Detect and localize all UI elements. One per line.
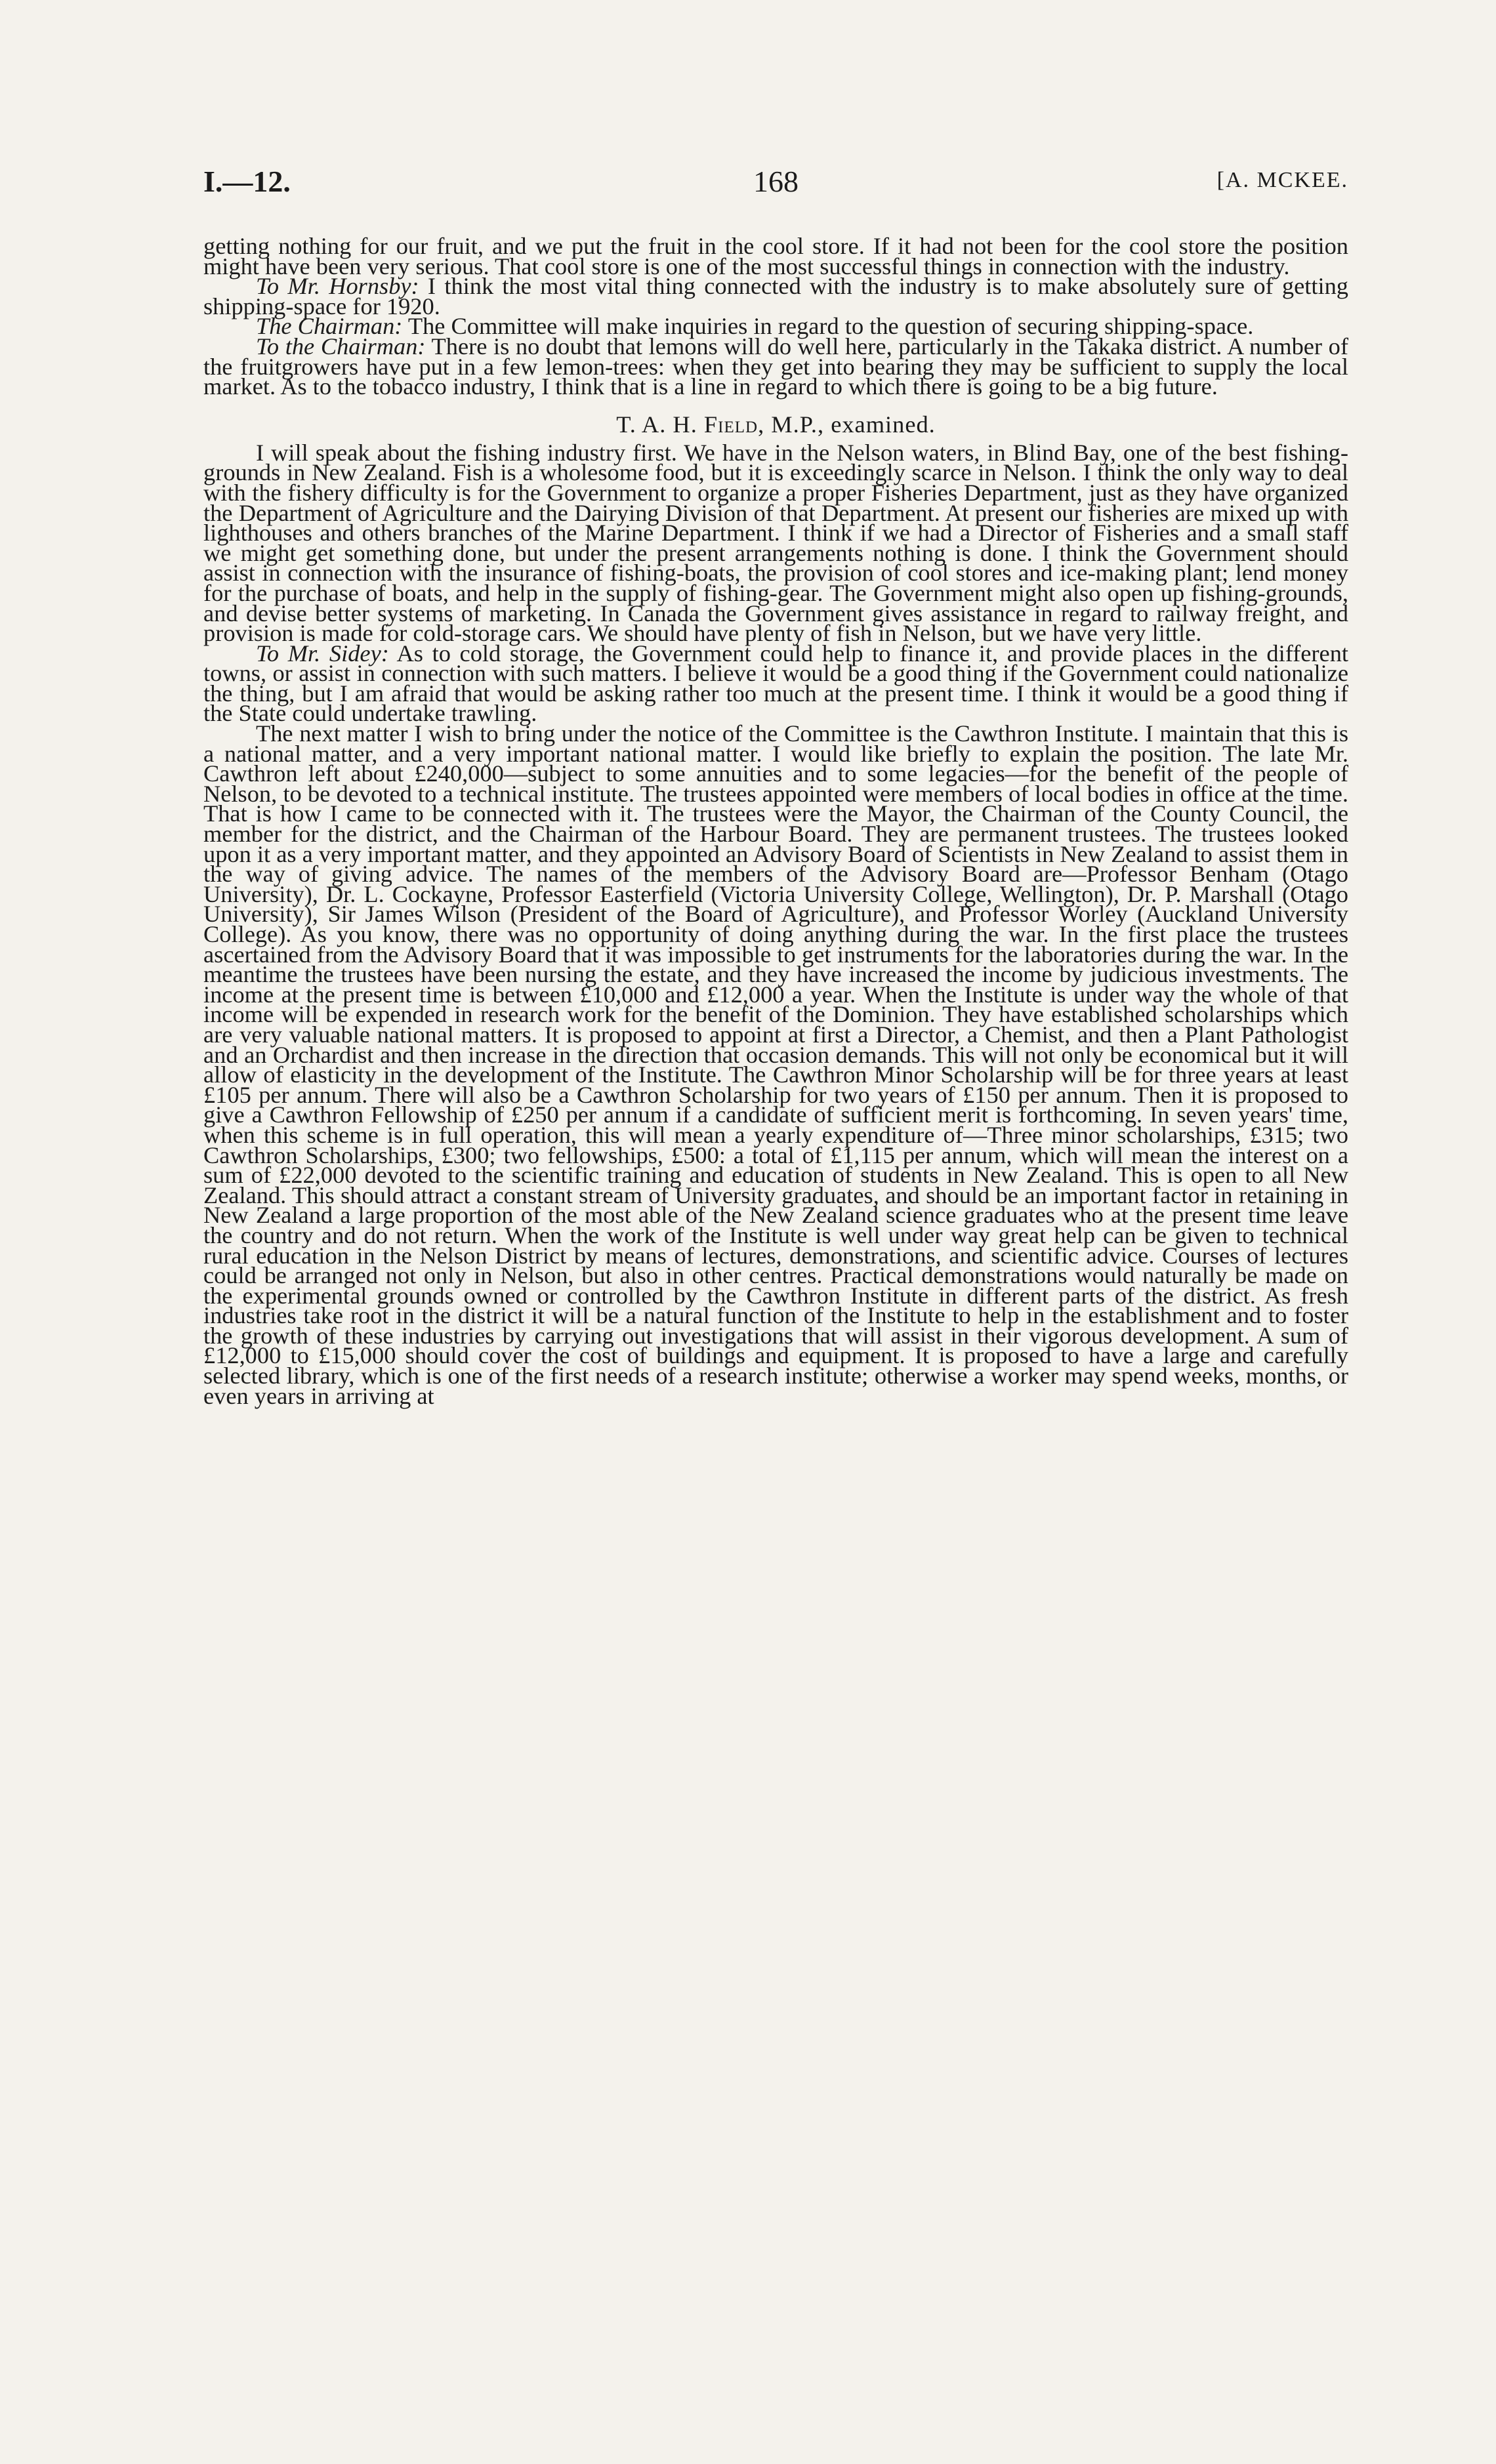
witness-name: [A. MCKEE. — [1216, 168, 1348, 192]
speaker-label: The Chairman: — [256, 313, 403, 340]
paragraph — [203, 273, 1348, 319]
paragraph: I will speak about the fishing industry first. We have in the Nelson waters, in Blind Bay, one of the best fishing-grounds in New Zealand. Fish is a wholesome food, but it is exceedingly scarce in Nelson. I think the only way to deal with the fishery difficulty is for the Government to organize a proper Fisheries Department, just as they have organized the Department of Agriculture and the Dairying Division of that Department. At present our fisheries are mixed up with lighthouses and others branches of the Marine Department. I think if we had a Director of Fisheries and a small staff we might get something done, but under the present arrangements nothing is done. I think the Government should assist in connection with the insurance of fishing-boats, the provision of cool stores and ice-making plant; lend money for the purchase of boats, and help in the supply of fishing-gear. The Government might also open up fishing-grounds, and devise better systems of marketing. In Canada the Government gives assistance in regard to railway freight, and provision is made for cold-storage cars. We should have plenty of fish in Nelson, but we have very little. — [203, 439, 1348, 647]
page-header — [203, 164, 1348, 210]
document-page — [203, 164, 1348, 1409]
section-heading: T. A. H. Field, M.P., examined. — [616, 411, 936, 438]
speaker-label: To Mr. Hornsby: — [256, 273, 419, 300]
series-number: I.—12. — [203, 165, 291, 198]
paragraph-text: The Committee will make inquiries in regard to the question of securing shipping-space. — [402, 313, 1254, 340]
speaker-label: To the Chairman: — [256, 333, 426, 359]
paragraph-text: I think the most vital thing connected with the industry is to make absolutely sure of getting shipping-space for 1920. — [203, 273, 1348, 319]
paragraph: The next matter I wish to bring under the notice of the Committee is the Cawthron Institute. I maintain that this is a national matter, and a very important national matter. I would like briefly to explain the position. The late Mr. Cawthron left about £240,000—subject to some annuities and to some legacies—for the benefit of the people of Nelson, to be devoted to a technical institute. The trustees appointed were members of local bodies in office at the time. That is how I came to be connected with it. The trustees were the Mayor, the Chairman of the County Council, the member for the district, and the Chairman of the Harbour Board. They are permanent trustees. The trustees looked upon it as a very important matter, and they appointed an Advisory Board of Scientists in New Zealand to assist them in the way of giving advice. The names of the members of the Advisory Board are—Professor Benham (Otago University), Dr. L. Cockayne, Professor Easterfield (Victoria University College, Wellington), Dr. P. Marshall (Otago University), Sir James Wilson (President of the Board of Agriculture), and Professor Worley (Auckland University College). As you know, there was no opportunity of doing anything during the war. In the first place the trustees ascertained from the Advisory Board that it was impossible to get instruments for the laboratories during the war. In the meantime the trustees have been nursing the estate, and they have increased the income by judicious investments. The income at the present time is between £10,000 and £12,000 a year. When the Institute is under way the whole of that income will be expended in research work for the benefit of the Dominion. They have established scholarships which are very valuable national matters. It is proposed to appoint at first a Director, a Chemist, and then a Plant Pathologist and an Orchardist and then increase in the direction that occasion demands. This will not only be economical but it will allow of elasticity in the development of the Institute. The Cawthron Minor Scholarship will be for three years at least £105 per annum. There will also be a Cawthron Scholarship for two years of £150 per annum. Then it is proposed to give a Cawthron Fellowship of £250 per annum if a candidate of sufficient merit is forthcoming. In seven years' time, when this scheme is in full operation, this will mean a yearly expenditure of—Three minor scholarships, £315; two Cawthron Scholarships, £300; two fellowships, £500: a total of £1,115 per annum, which will mean the interest on a sum of £22,000 devoted to the scientific training and education of students in New Zealand. This is open to all New Zealand. This should attract a constant stream of University graduates, and should be an important factor in retaining in New Zealand a large proportion of the most able of the New Zealand science graduates who at the present time leave the country and do not return. When the work of the Institute is well under way great help can be given to technical rural education in the Nelson District by means of lectures, demonstrations, and scientific advice. Courses of lectures could be arranged not only in Nelson, but also in other centres. Practical demonstrations would naturally be made on the experimental grounds owned or controlled by the Cawthron Institute in different parts of the district. As fresh industries take root in the district it will be a natural function of the Institute to help in the establishment and to foster the growth of these industries by carrying out investigations that will assist in their vigorous development. A sum of £12,000 to £15,000 should cover the cost of buildings and equipment. It is proposed to have a large and carefully selected library, which is one of the first needs of a research institute; otherwise a worker may spend weeks, months, or even years in arriving at — [203, 720, 1348, 1409]
page-number: 168 — [753, 165, 799, 198]
body-text — [203, 233, 1348, 1409]
paragraph — [203, 333, 1348, 400]
paragraph: getting nothing for our fruit, and we put the fruit in the cool store. If it had not been for the cool store the position might have been very serious. That cool store is one of the most successful things in connection with the industry. — [203, 233, 1348, 279]
paragraph-text: As to cold storage, the Government could help to finance it, and provide places in the different towns, or assist in connection with such matters. I believe it would be a good thing if the Government could nationalize the thing, but I am afraid that would be asking rather too much at the present time. I think it would be a good thing if the State could undertake trawling. — [203, 640, 1348, 727]
witness-surname: Field — [703, 411, 758, 438]
paragraph-text: There is no doubt that lemons will do well here, particularly in the Takaka district. A number of the fruitgrowers have put in a few lemon-trees: when they get into bearing they may be sufficient to supply the local market. As to the tobacco industry, I think that is a line in regard to which there is going to be a big future. — [203, 333, 1348, 400]
speaker-label: To Mr. Sidey: — [256, 640, 389, 667]
paragraph — [203, 640, 1348, 727]
